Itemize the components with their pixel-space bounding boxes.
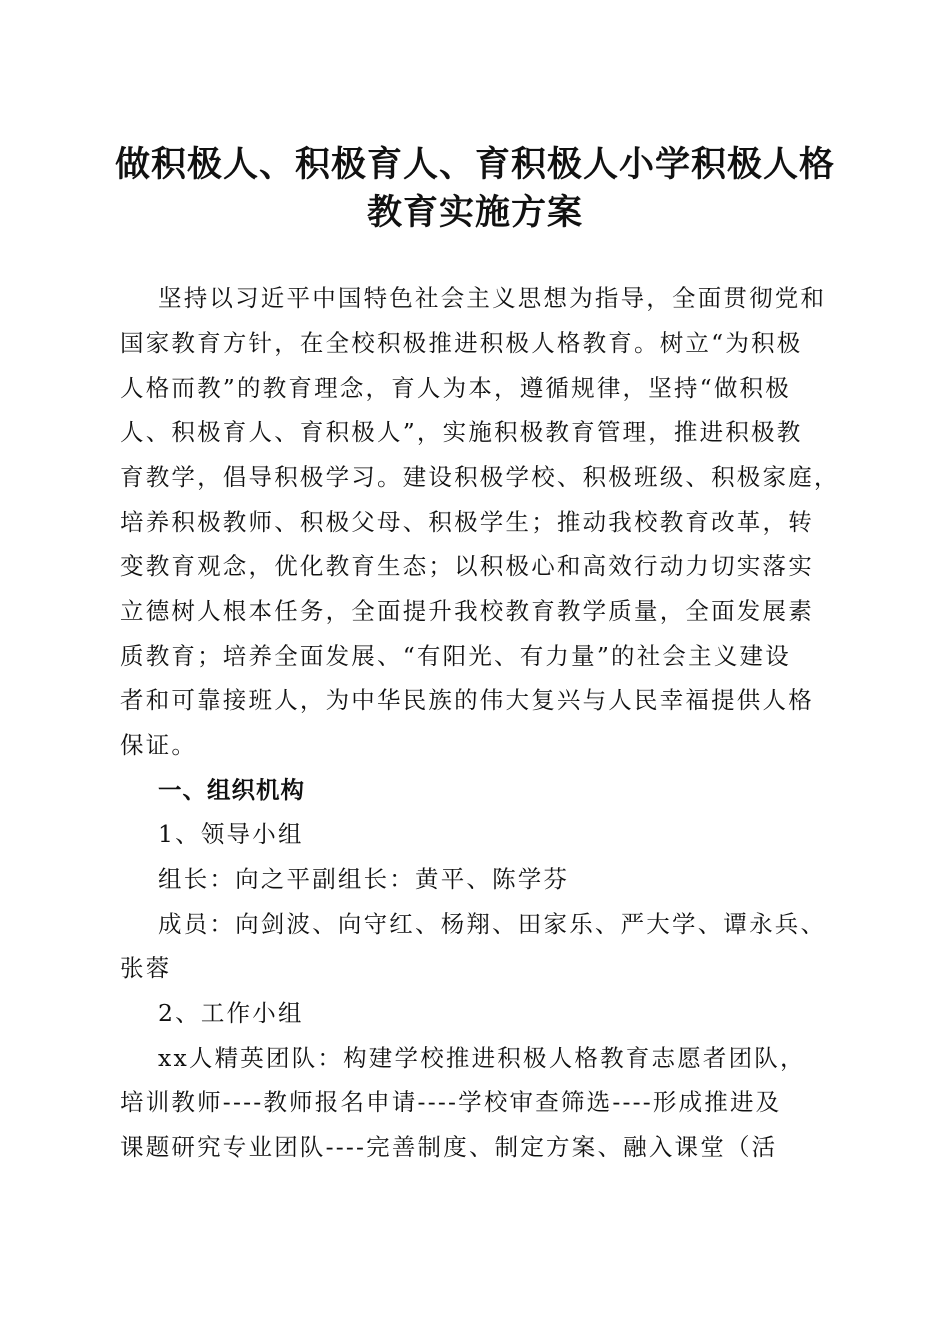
- members-line: 成员：向剑波、向守红、杨翔、田家乐、严大学、谭永兵、: [158, 910, 827, 938]
- paragraph-line: 立德树人根本任务，全面提升我校教育教学质量，全面发展素: [120, 597, 814, 625]
- subsection-heading: 2、工作小组: [158, 999, 304, 1027]
- paragraph-line: 培训教师----教师报名申请----学校审查筛选----形成推进及: [120, 1088, 782, 1116]
- paragraph-line: 质教育；培养全面发展、“有阳光、有力量”的社会主义建设: [120, 642, 791, 670]
- paragraph-line: 保证。: [120, 731, 198, 759]
- leaders-line: 组长：向之平副组长：黄平、陈学芬: [158, 865, 570, 893]
- paragraph-line: 坚持以习近平中国特色社会主义思想为指导，全面贯彻党和: [158, 284, 827, 312]
- paragraph-line: 课题研究专业团队----完善制度、制定方案、融入课堂（活: [120, 1133, 778, 1161]
- section-heading: 一、组织机构: [158, 776, 305, 804]
- document-title-line-2: 教育实施方案: [366, 192, 583, 233]
- paragraph-line: 育教学，倡导积极学习。建设积极学校、积极班级、积极家庭，: [120, 463, 840, 491]
- paragraph-line: 变教育观念，优化教育生态；以积极心和高效行动力切实落实: [120, 552, 814, 580]
- paragraph-line: 人格而教”的教育理念，育人为本，遵循规律，坚持“做积极: [120, 374, 791, 402]
- subsection-heading: 1、领导小组: [158, 820, 304, 848]
- paragraph-line: 人、积极育人、育积极人”，实施积极教育管理，推进积极教: [120, 418, 803, 446]
- members-line: 张蓉: [120, 954, 172, 982]
- paragraph-line: 培养积极教师、积极父母、积极学生；推动我校教育改革，转: [120, 508, 814, 536]
- paragraph-line: 者和可靠接班人，为中华民族的伟大复兴与人民幸福提供人格: [120, 686, 814, 714]
- paragraph-line: 国家教育方针，在全校积极推进积极人格教育。树立“为积极: [120, 329, 803, 357]
- document-title-line-1: 做积极人、积极育人、育积极人小学积极人格: [114, 144, 835, 185]
- paragraph-line: xx人精英团队：构建学校推进积极人格教育志愿者团队，: [158, 1044, 806, 1072]
